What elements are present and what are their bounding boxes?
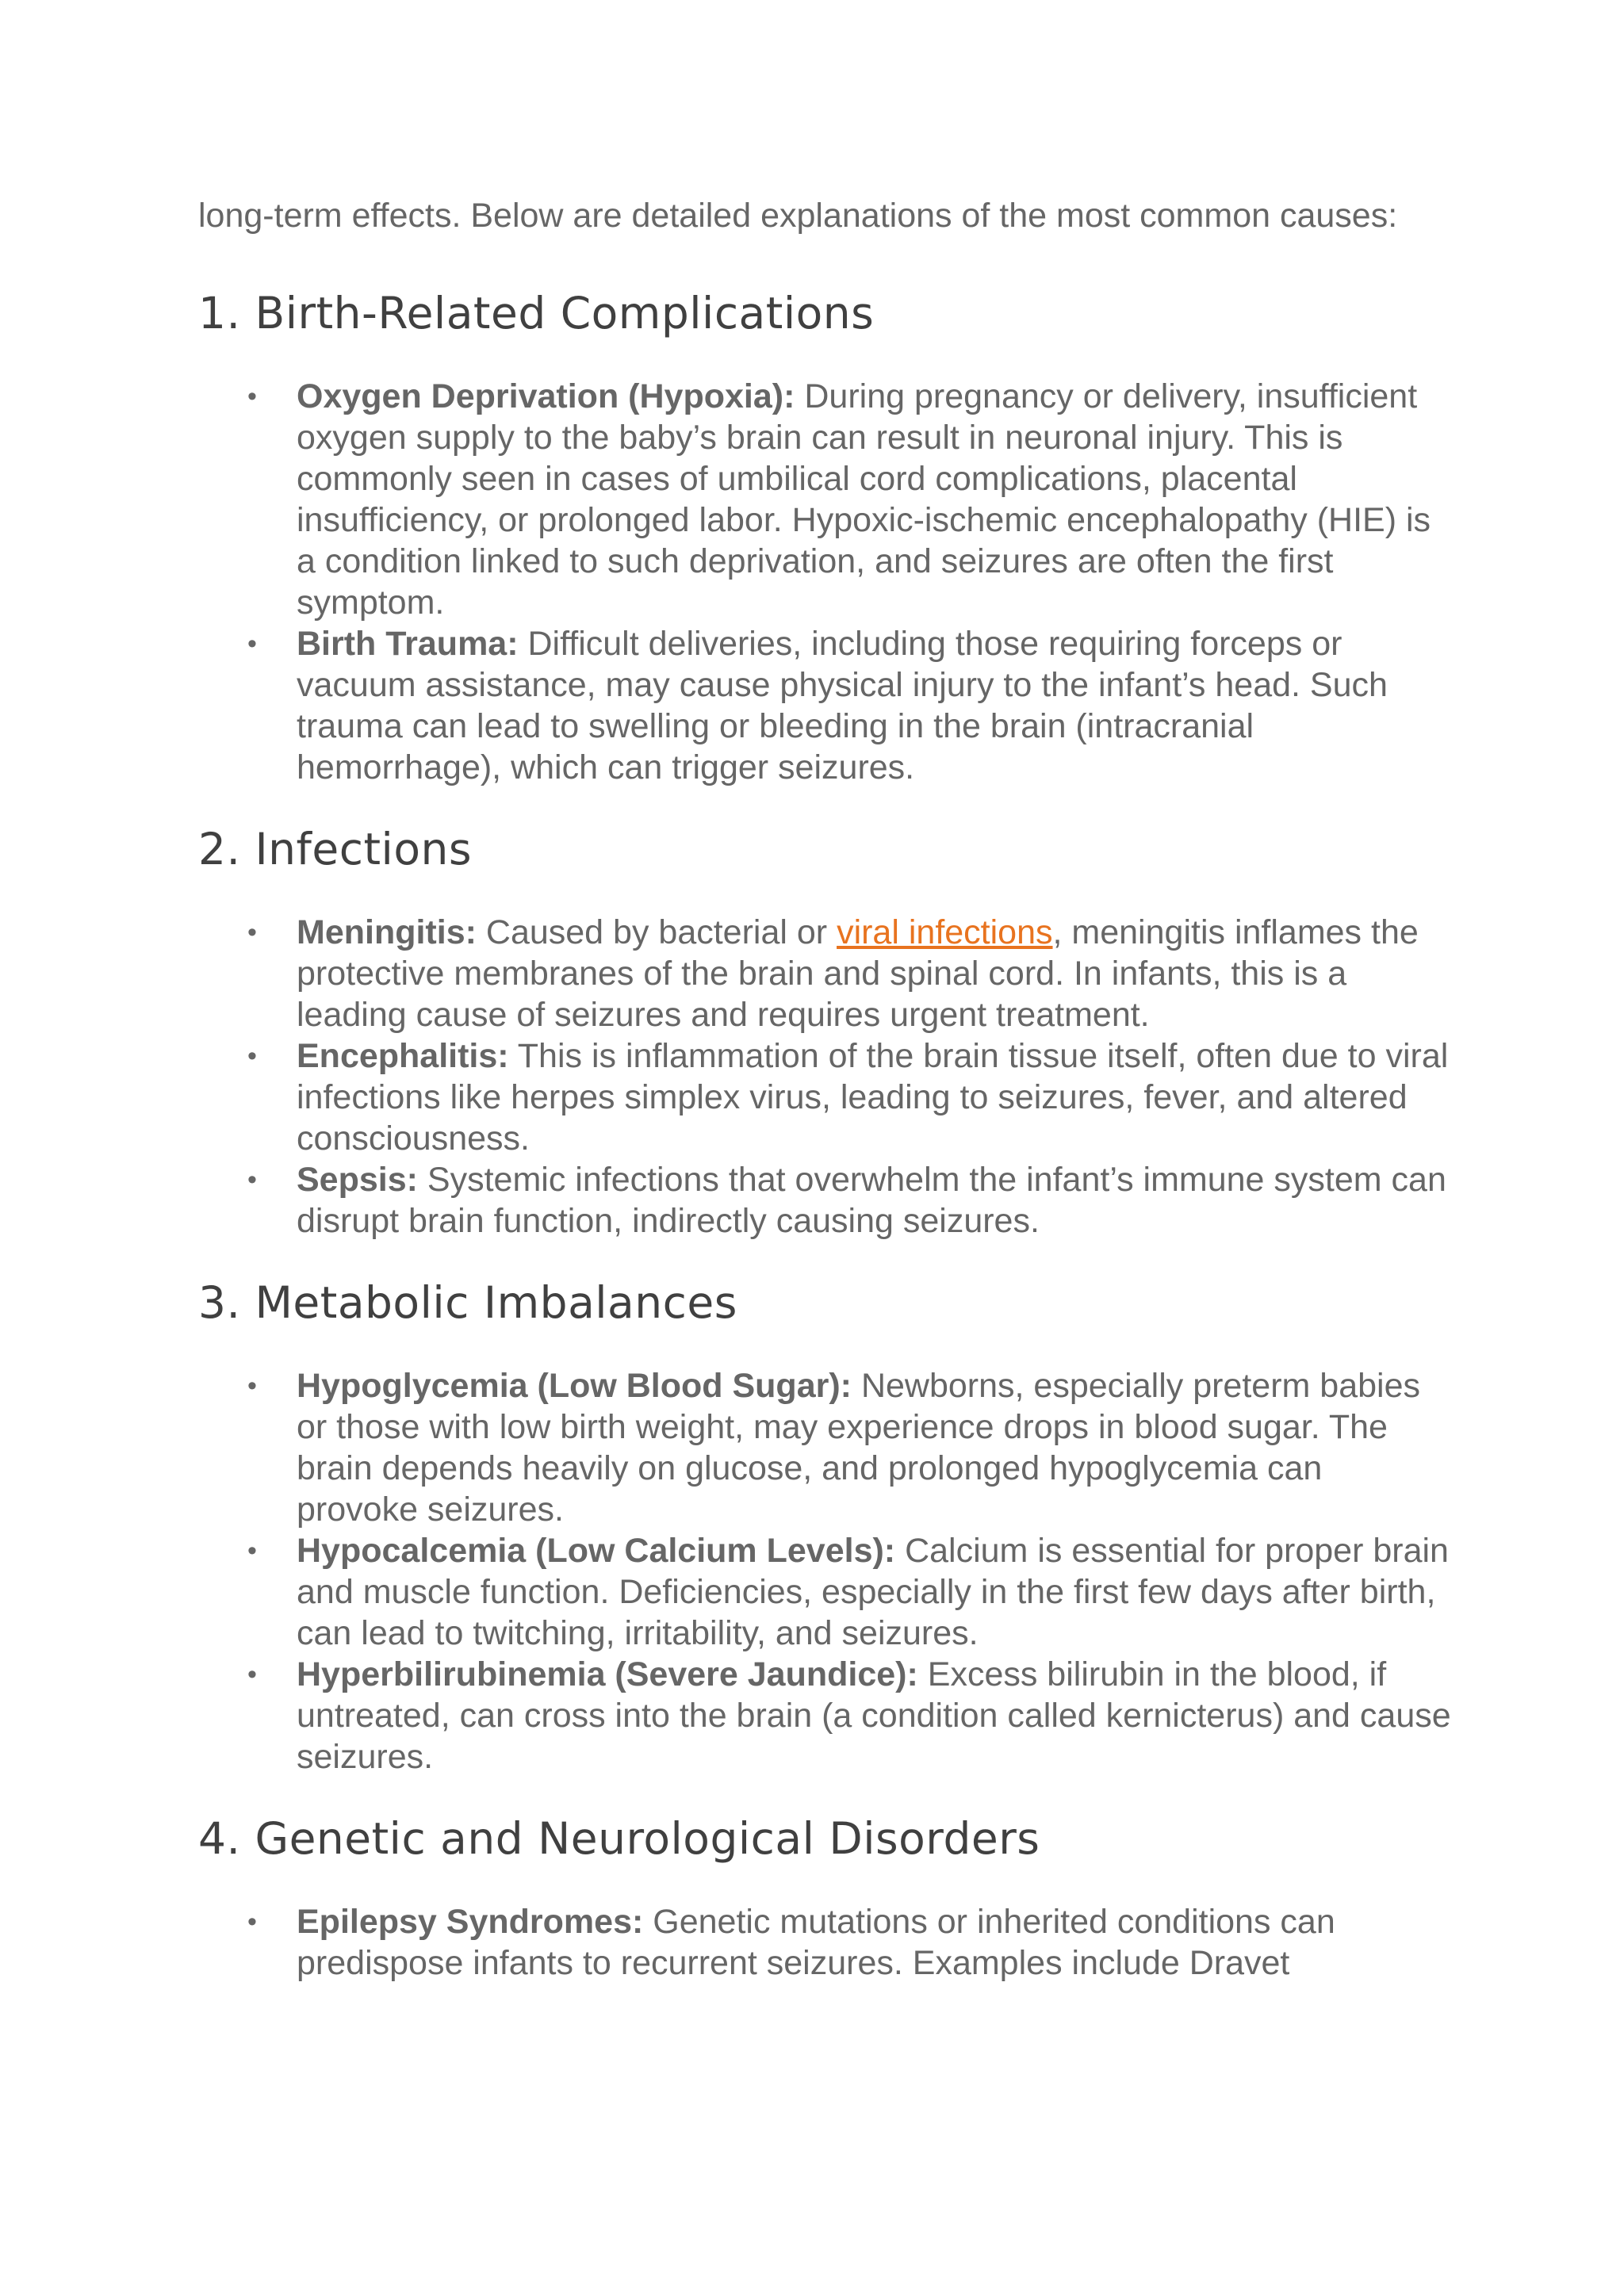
item-text: Newborns, especially preterm babies or those with low birth weight, may experience drops in blood sugar. The brain depends heavily on glucose, and prolonged hypoglycemia can provoke seizures. xyxy=(297,1367,1420,1529)
bullet-icon: • xyxy=(247,381,257,411)
list-item xyxy=(198,912,1451,1035)
bullet-icon: • xyxy=(247,1165,257,1195)
item-text: Systemic infections that overwhelm the infant’s immune system can disrupt brain function, indirectly causing seizures. xyxy=(297,1161,1446,1240)
bullet-icon: • xyxy=(247,1536,257,1566)
item-text: Difficult deliveries, including those requiring forceps or vacuum assistance, may cause physical injury to the infant’s head. Such trauma can lead to swelling or bleeding in the brain (intracranial hemorrhage), which can trigger seizures. xyxy=(297,625,1388,786)
document-page xyxy=(198,195,1451,1984)
term-label: Encephalitis: xyxy=(297,1037,509,1075)
item-text: Calcium is essential for proper brain and muscle function. Deficiencies, especially in the first few days after birth, can lead to twitching, irritability, and seizures. xyxy=(297,1532,1449,1652)
term-label: Birth Trauma: xyxy=(297,625,519,663)
term-label: Hypoglycemia (Low Blood Sugar): xyxy=(297,1367,852,1405)
bullet-list-genetic xyxy=(198,1901,1451,1984)
list-item xyxy=(198,376,1451,623)
term-label: Meningitis: xyxy=(297,913,477,951)
item-text-after-link: , meningitis inflames the protective membranes of the brain and spinal cord. In infants, this is a leading cause of seizures and requires urgent treatment. xyxy=(297,913,1419,1034)
section-heading-metabolic-imbalances: 3. Metabolic Imbalances xyxy=(198,1277,737,1328)
item-text: Excess bilirubin in the blood, if untreated, can cross into the brain (a condition called kernicterus) and cause seizures. xyxy=(297,1655,1451,1776)
list-item xyxy=(198,623,1451,788)
list-item xyxy=(198,1365,1451,1530)
list-item xyxy=(198,1035,1451,1159)
bullet-icon: • xyxy=(247,1041,257,1071)
bullet-list-metabolic xyxy=(198,1365,1451,1777)
item-text: Genetic mutations or inherited conditions can predispose infants to recurrent seizures. Examples include Dravet xyxy=(297,1903,1335,1982)
section-heading-genetic-neurological: 4. Genetic and Neurological Disorders xyxy=(198,1813,1040,1864)
item-text: During pregnancy or delivery, insufficient oxygen supply to the baby’s brain can result in neuronal injury. This is commonly seen in cases of umbilical cord complications, placental insufficiency, or prolonged labor. Hypoxic-ischemic encephalopathy (HIE) is a condition linked to such deprivation, and seizures are often the first symptom. xyxy=(297,377,1431,622)
term-label: Sepsis: xyxy=(297,1161,418,1199)
item-text-before-link: Caused by bacterial or xyxy=(476,913,837,951)
viral-infections-link[interactable]: viral infections xyxy=(837,913,1053,951)
list-item xyxy=(198,1654,1451,1777)
item-text: This is inflammation of the brain tissue itself, often due to viral infections like herpes simplex virus, leading to seizures, fever, and altered consciousness. xyxy=(297,1037,1449,1158)
bullet-list-birth-related xyxy=(198,376,1451,788)
list-item xyxy=(198,1901,1451,1984)
bullet-icon: • xyxy=(247,1371,257,1401)
bullet-icon: • xyxy=(247,1907,257,1937)
term-label: Oxygen Deprivation (Hypoxia): xyxy=(297,377,795,415)
list-item xyxy=(198,1159,1451,1242)
bullet-icon: • xyxy=(247,917,257,947)
term-label: Epilepsy Syndromes: xyxy=(297,1903,644,1941)
bullet-icon: • xyxy=(247,1659,257,1689)
term-label: Hyperbilirubinemia (Severe Jaundice): xyxy=(297,1655,918,1693)
section-heading-infections: 2. Infections xyxy=(198,824,472,874)
intro-paragraph: long-term effects. Below are detailed explanations of the most common causes: xyxy=(198,197,1398,235)
bullet-list-infections xyxy=(198,912,1451,1242)
bullet-icon: • xyxy=(247,629,257,659)
term-label: Hypocalcemia (Low Calcium Levels): xyxy=(297,1532,896,1570)
list-item xyxy=(198,1530,1451,1654)
section-heading-birth-related-complications: 1. Birth-Related Complications xyxy=(198,288,875,339)
